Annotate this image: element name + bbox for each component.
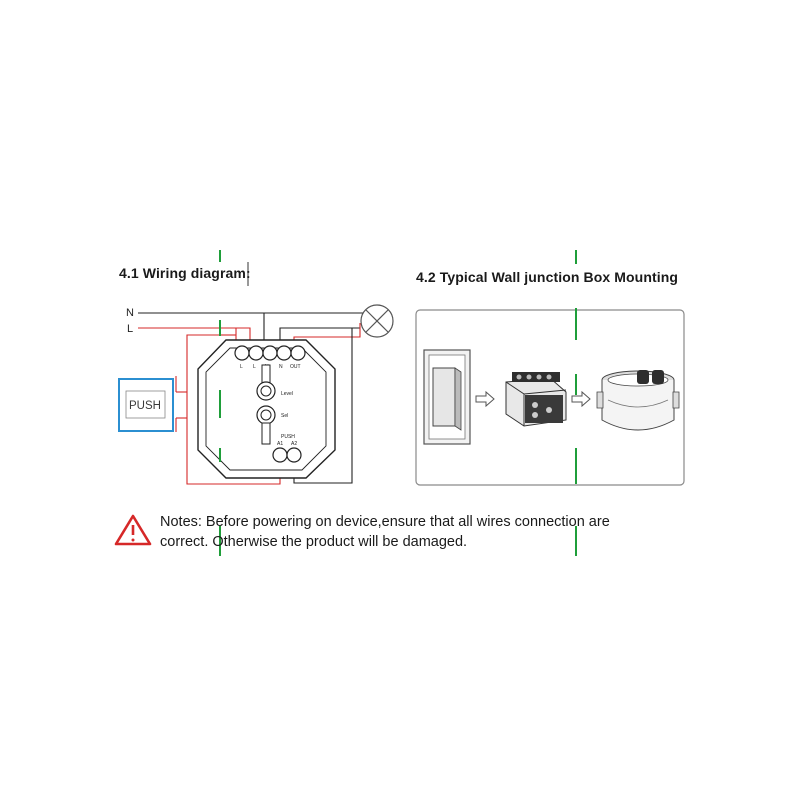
module-3d-icon [506, 372, 566, 426]
level-label: Level [281, 391, 293, 397]
wall-switch-icon [424, 350, 470, 444]
note-line-1: Notes: Before powering on device,ensure that all wires connection are [160, 514, 610, 530]
warning-triangle-icon [116, 516, 150, 544]
terminal-l1-label: L [240, 364, 243, 370]
neutral-label: N [126, 307, 134, 319]
live-label: L [127, 323, 134, 335]
sel-label: Sel [281, 413, 289, 419]
wiring-diagram [119, 305, 393, 484]
terminal-a1-label: A1 [277, 441, 284, 447]
terminal-a2-label: A2 [291, 441, 298, 447]
junction-box-icon [597, 370, 679, 430]
warning-note [160, 512, 660, 552]
note-line-2: correct. Otherwise the product will be damaged. [160, 534, 468, 550]
mounting-panel [416, 310, 684, 485]
terminal-n2-label: N [279, 364, 283, 370]
module-push-label: PUSH [281, 434, 295, 440]
push-button-label: PUSH [129, 400, 161, 412]
push-button [119, 379, 173, 431]
terminal-l2-label: L [253, 364, 256, 370]
mounting-title: 4.2 Typical Wall junction Box Mounting [416, 269, 679, 285]
wiring-diagram-title: 4.1 Wiring diagram: [119, 265, 251, 281]
lamp-icon [361, 305, 393, 337]
dimmer-module [198, 340, 335, 478]
terminal-out-label: OUT [290, 364, 301, 370]
